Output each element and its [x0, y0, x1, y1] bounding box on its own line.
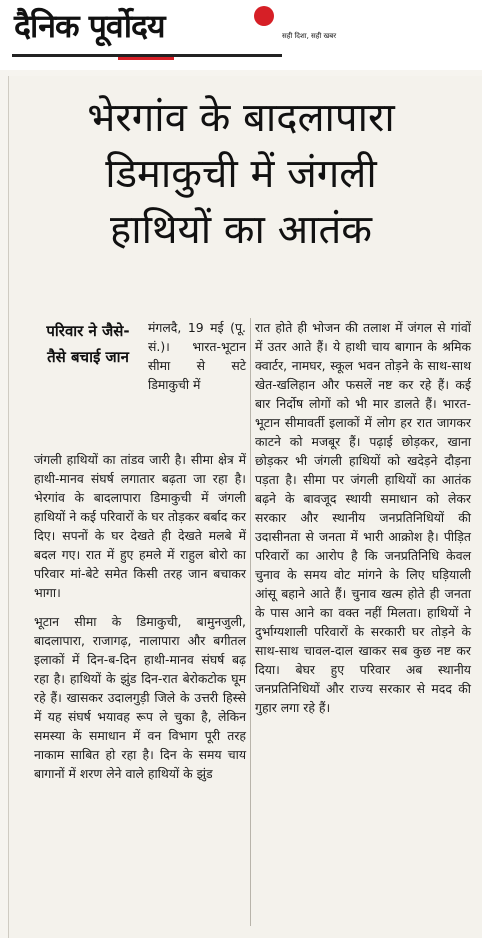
- dateline: [148, 318, 246, 394]
- newspaper-logo: दैनिक पूर्वोदय: [14, 7, 165, 45]
- subheadline: परिवार ने जैसे-तैसे बचाई जान: [46, 322, 130, 366]
- paragraph: रात होते ही भोजन की तलाश में जंगल से गांवों में उतर आते हैं। ये हाथी चाय बागान के श्रमिक क्वार्टर, नामघर, स्कूल भवन तोड़ने के साथ-साथ खेत-खलिहान और फसलें नष्ट कर रहे हैं। कई बार निर्दोष लोगों को भी मार डालते हैं। भारत-भूटान सीमावर्ती इलाकों में लोग हर रात जागकर काटने को मजबूर हैं। पढ़ाई छोड़कर, खाना छोड़कर भी जंगली हाथियों को खदेड़ने दौड़ना पड़ता है। सीमा पर जंगली हाथियों का आतंक बढ़ने के बावजूद स्थायी समाधान को लेकर सरकार और स्थानीय जनप्रतिनिधियों की उदासीनता से जनता में भारी आक्रोश है। पीड़ित परिवारों का आरोप है कि जनप्रतिनिधि केवल चुनाव के समय वोट मांगने के लिए घड़ियाली आंसू बहाने आते हैं। चुनाव खत्म होते ही जनता के पास आने का वक्त नहीं मिलता। हाथियों ने दुर्भाग्यशाली परिवारों के सरकारी घर तोड़ने के साथ-साथ चावल-दाल खाकर सब कुछ नष्ट कर दिया। बेघर हुए परिवार अब स्थानीय जनप्रतिनिधियों और राज्य सरकार से मदद की गुहार लगा रहे हैं।: [255, 320, 471, 715]
- dateline-text: मंगलदै, 19 मई (पू. सं.)। भारत-भूटान सीमा से सटे डिमाकुची में: [148, 320, 246, 392]
- paragraph: जंगली हाथियों का तांडव जारी है। सीमा क्षेत्र में हाथी-मानव संघर्ष लगातार बढ़ता जा रहा है। भेरगांव के बादलापारा डिमाकुची में जंगली हाथियों ने कई परिवारों के घर तोड़कर बर्बाद कर दिए। सपनों के घर देखते ही देखते मलबे में बदल गए। रात में हुए हमले में राहुल बोरो का परिवार मां-बेटे समेत किसी तरह जान बचाकर भागा।: [34, 452, 246, 600]
- column-divider: [250, 318, 251, 926]
- headline-line-2: डिमाकुची में जंगली: [105, 151, 377, 197]
- article-column-2: [255, 318, 471, 717]
- headline-line-1: भेरगांव के बादलापारा: [87, 95, 395, 141]
- paragraph: भूटान सीमा के डिमाकुची, बामुनजुली, बादलापारा, राजागढ़, नालापारा और बगीतल इलाकों में दिन-ब-दिन हाथी-मानव संघर्ष बढ़ रहा है। हाथियों के झुंड दिन-रात बेरोकटोक घूम रहे हैं। खासकर उदालगुड़ी जिले के उत्तरी हिस्से में यह संघर्ष भयावह रूप ले चुका है, लेकिन समस्या के समाधान में वन विभाग पूरी तरह नाकाम साबित हो रहा है। दिन के समय चाय बागानों में शरण लेने वाले हाथियों के झुंड: [34, 614, 246, 781]
- headline: [0, 90, 482, 258]
- tagline: सही दिशा, सही खबर: [282, 32, 337, 40]
- masthead: [0, 0, 482, 70]
- logo-sun-icon: [254, 6, 274, 26]
- logo-underline-accent: [118, 57, 174, 60]
- headline-line-3: हाथियों का आतंक: [110, 207, 372, 253]
- article-column-1: [34, 450, 246, 783]
